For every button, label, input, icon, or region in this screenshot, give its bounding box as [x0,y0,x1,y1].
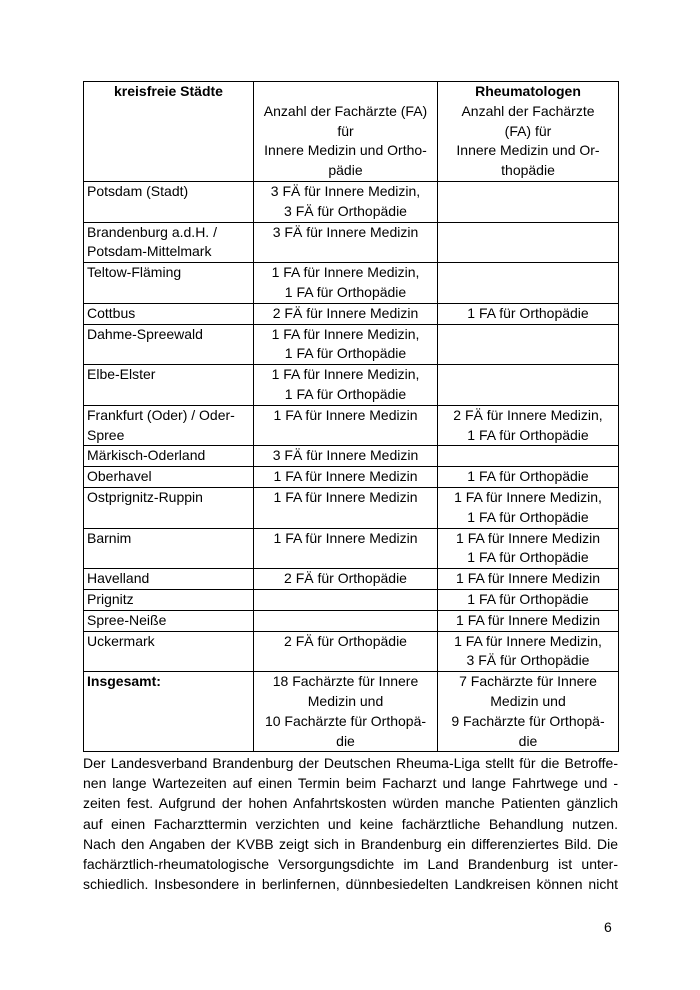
total-rheum-line: die [518,732,538,749]
fa-line: 1 FA für Orthopädie [284,385,407,402]
header-rheum-line: thopädie [501,162,555,179]
fa-line: 1 FA für Innere Medizin, [271,325,420,342]
fa-line: 2 FÄ für Orthopädie [284,632,407,649]
fa-cell [254,487,438,528]
total-fa-line: die [336,732,355,749]
rheum-cell [438,263,619,304]
total-fa-line: Medizin und [307,692,384,709]
total-rheum-line: Medizin und [490,692,566,709]
rheum-cell [438,569,619,590]
region-line: Brandenburg a.d.H. / [87,223,217,240]
rheum-cell [438,405,619,446]
region-line: Havelland [87,570,150,587]
region-line: Potsdam-Mittelmark [87,243,212,260]
fa-line: 1 FA für Innere Medizin [273,468,418,485]
rheum-cell [438,589,619,610]
fa-line: 2 FÄ für Innere Medizin [272,304,419,321]
fa-line: 3 FÄ für Innere Medizin [272,447,419,464]
region-cell [84,324,254,365]
header-fa-line: Innere Medizin und Ortho- [264,142,427,159]
rheum-line: 1 FA für Orthopädie [467,426,589,443]
header-row [84,82,619,182]
fa-line: 1 FA für Innere Medizin, [271,264,420,281]
header-fa-line: Anzahl der Fachärzte (FA) [263,102,428,119]
paragraph-line: fachärztlich-rheumatologische Versorgungsdichte im Land Brandenburg ist unter- [83,856,618,873]
rheum-cell [438,446,619,467]
region-cell [84,303,254,324]
rheum-cell [438,181,619,222]
region-cell [84,263,254,304]
fa-cell [254,528,438,569]
table-row [84,365,619,406]
table-row [84,303,619,324]
header-region-cell [84,82,254,182]
fa-cell [254,263,438,304]
fa-cell [254,467,438,488]
rheum-cell [438,222,619,263]
header-region-label: kreisfreie Städte [114,83,223,99]
table-row [84,569,619,590]
table-row [84,446,619,467]
total-fa-cell [254,672,438,752]
rheum-cell [438,303,619,324]
rheum-cell [438,324,619,365]
header-rheum-line: Anzahl der Fachärzte [461,102,595,119]
region-line: Oberhavel [87,468,152,485]
rheum-line: 1 FA für Orthopädie [467,304,589,321]
rheum-cell [438,487,619,528]
fa-cell [254,631,438,672]
rheum-line: 1 FA für Innere Medizin, [454,632,602,649]
region-cell [84,222,254,263]
region-cell [84,631,254,672]
fa-cell [254,405,438,446]
region-line: Märkisch-Oderland [87,447,206,464]
rheum-line: 1 FA für Innere Medizin [456,570,600,587]
table-row [84,589,619,610]
region-cell [84,569,254,590]
body-paragraph [83,753,618,894]
header-fa-cell [254,82,438,182]
paragraph-line: auf einen Facharzttermin verzichten und keine fachärztliche Behandlung nutzen. [83,815,618,832]
rheum-line: 1 FA für Innere Medizin [456,529,600,546]
header-rheum-cell [438,82,619,182]
fa-line: 1 FA für Innere Medizin [273,488,418,505]
fa-cell [254,365,438,406]
region-cell [84,405,254,446]
total-rheum-cell [438,672,619,752]
fa-cell [254,303,438,324]
total-fa-line: 10 Fachärzte für Orthopä- [264,712,427,729]
fa-line: 1 FA für Innere Medizin [273,406,418,423]
header-fa-line: pädie [328,162,363,179]
rheum-line: 1 FA für Orthopädie [467,508,589,525]
region-line: Frankfurt (Oder) / Oder- [87,406,235,423]
fa-cell [254,569,438,590]
rheum-line: 1 FA für Innere Medizin, [454,488,602,505]
region-line: Dahme-Spreewald [87,325,203,342]
table-row [84,487,619,528]
header-fa-line: für [337,122,354,139]
region-cell [84,589,254,610]
total-label: Insgesamt: [87,673,161,690]
table-row [84,324,619,365]
paragraph-line: nen lange Wartezeiten auf einen Termin beim Facharzt und lange Fahrtwege und - [83,775,618,792]
total-rheum-line: 9 Fachärzte für Orthopä- [451,712,605,729]
region-cell [84,467,254,488]
region-cell [84,181,254,222]
region-line: Uckermark [87,632,155,649]
rheum-cell [438,467,619,488]
paragraph-line: Nach den Angaben der KVBB zeigt sich in Brandenburg ein differenziertes Bild. Die [83,835,618,852]
table-row [84,263,619,304]
rheum-cell [438,610,619,631]
total-label-cell [84,672,254,752]
fa-cell [254,589,438,610]
table-row [84,467,619,488]
region-line: Teltow-Fläming [87,264,182,281]
fa-line: 3 FÄ für Orthopädie [284,202,407,219]
header-rheum-line: Innere Medizin und Or- [456,142,600,159]
table-row [84,222,619,263]
fa-cell [254,181,438,222]
region-cell [84,487,254,528]
rheum-line: 2 FÄ für Innere Medizin, [453,406,603,423]
rheum-line: 1 FA für Orthopädie [467,549,589,566]
fa-cell [254,222,438,263]
paragraph-line: schiedlich. Insbesondere in berlinfernen, dünnbesiedelten Landkreisen können nicht [83,876,618,893]
fa-line: 3 FÄ für Innere Medizin [272,223,419,240]
fa-line: 1 FA für Innere Medizin [273,529,418,546]
total-rheum-line: 7 Fachärzte für Innere [459,673,597,690]
table-row [84,528,619,569]
fa-cell [254,610,438,631]
page-number: 6 [604,919,612,935]
fa-line: 1 FA für Orthopädie [284,345,407,362]
table-row [84,631,619,672]
region-cell [84,446,254,467]
region-line: Potsdam (Stadt) [87,182,189,199]
paragraph-line: Der Landesverband Brandenburg der Deutschen Rheuma-Liga stellt für die Betroffe- [83,755,618,771]
fa-cell [254,324,438,365]
region-line: Spree-Neiße [87,611,167,628]
table-row [84,610,619,631]
region-cell [84,610,254,631]
header-fa-line [257,82,434,102]
region-line: Ostprignitz-Ruppin [87,488,203,505]
paragraph-line: zeiten fest. Aufgrund der hohen Anfahrtskosten würden manche Patienten gänzlich [83,795,618,812]
total-fa-line: 18 Fachärzte für Innere [272,673,419,690]
region-line: Cottbus [87,304,136,321]
table-row [84,181,619,222]
region-cell [84,528,254,569]
region-line: Barnim [87,529,132,546]
region-line: Prignitz [87,590,134,607]
rheum-line: 1 FA für Orthopädie [467,590,589,607]
region-line: Spree [87,426,125,443]
region-cell [84,365,254,406]
fa-cell [254,446,438,467]
rheum-cell [438,365,619,406]
rheum-cell [438,631,619,672]
rheum-line: 3 FÄ für Orthopädie [466,652,590,669]
rheum-line: 1 FA für Innere Medizin [456,611,600,628]
fa-line: 1 FA für Innere Medizin, [271,366,420,383]
header-rheum-title: Rheumatologen [475,83,581,99]
rheum-cell [438,528,619,569]
total-row [84,672,619,752]
table-row [84,405,619,446]
header-rheum-line: (FA) für [504,122,552,139]
fa-line: 3 FÄ für Innere Medizin, [270,182,421,199]
specialist-table [83,81,619,752]
region-line: Elbe-Elster [87,366,156,383]
fa-line: 2 FÄ für Orthopädie [284,570,407,587]
rheum-line: 1 FA für Orthopädie [467,468,589,485]
fa-line: 1 FA für Orthopädie [284,283,407,300]
